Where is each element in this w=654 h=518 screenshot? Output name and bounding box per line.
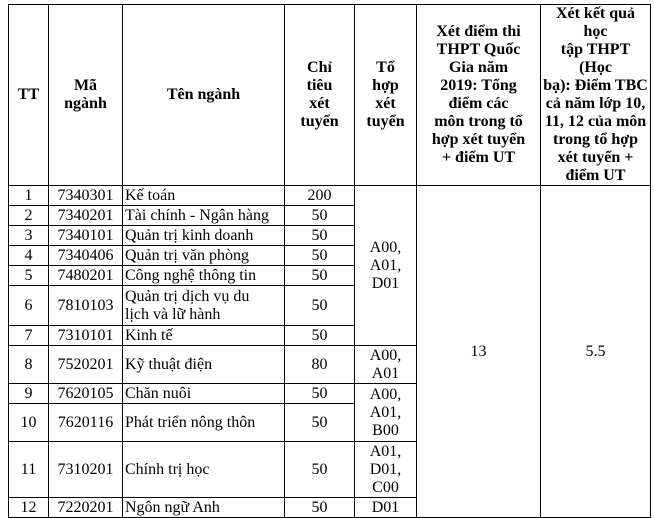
cell-quota: 50 (285, 442, 355, 498)
cell-quota: 50 (285, 384, 355, 404)
cell-code: 7340201 (49, 206, 123, 226)
cell-tt: 1 (9, 186, 49, 206)
cell-tt: 2 (9, 206, 49, 226)
cell-code: 7220201 (49, 498, 123, 518)
header-ten-nganh: Tên ngành (123, 5, 285, 186)
combo-group-5: D01 (355, 498, 417, 518)
cell-code: 7340406 (49, 246, 123, 266)
cell-quota: 50 (285, 498, 355, 518)
cell-tt: 10 (9, 404, 49, 442)
combo-group-3: A00, A01, B00 (355, 384, 417, 442)
cell-code: 7480201 (49, 266, 123, 286)
header-ma-nganh: Mã ngành (49, 5, 123, 186)
cell-quota: 50 (285, 404, 355, 442)
cell-name: Chính trị học (123, 442, 285, 498)
cell-name: Quản trị dịch vụ du lịch và lữ hành (123, 286, 285, 326)
header-thpt-qg: Xét điểm thi THPT Quốc Gia năm 2019: Tổng điểm các môn trong tổ hợp xét tuyển + điểm UT (417, 5, 541, 186)
cell-tt: 11 (9, 442, 49, 498)
cell-name: Kinh tế (123, 326, 285, 346)
thpt-score: 13 (417, 186, 541, 518)
cell-quota: 50 (285, 226, 355, 246)
cell-quota: 50 (285, 266, 355, 286)
cell-name: Quản trị văn phòng (123, 246, 285, 266)
cell-tt: 9 (9, 384, 49, 404)
cell-code: 7340301 (49, 186, 123, 206)
cell-quota: 50 (285, 286, 355, 326)
cell-code: 7620105 (49, 384, 123, 404)
header-row (9, 5, 651, 186)
header-to-hop: Tổ hợp xét tuyển (355, 5, 417, 186)
combo-group-2: A00, A01 (355, 346, 417, 384)
cell-name: Kỹ thuật điện (123, 346, 285, 384)
cell-name: Chăn nuôi (123, 384, 285, 404)
header-tt: TT (9, 5, 49, 186)
cell-tt: 3 (9, 226, 49, 246)
cell-tt: 4 (9, 246, 49, 266)
cell-tt: 6 (9, 286, 49, 326)
cell-name: Phát triển nông thôn (123, 404, 285, 442)
cell-name: Quản trị kinh doanh (123, 226, 285, 246)
cell-quota: 200 (285, 186, 355, 206)
cell-code: 7310201 (49, 442, 123, 498)
cell-tt: 8 (9, 346, 49, 384)
combo-group-4: A01, D01, C00 (355, 442, 417, 498)
cell-code: 7340101 (49, 226, 123, 246)
header-chi-tieu: Chỉ tiêu xét tuyển (285, 5, 355, 186)
table-row (9, 186, 651, 206)
cell-quota: 50 (285, 246, 355, 266)
cell-quota: 50 (285, 206, 355, 226)
cell-tt: 7 (9, 326, 49, 346)
combo-group-1: A00, A01, D01 (355, 186, 417, 346)
cell-code: 7310101 (49, 326, 123, 346)
cell-tt: 12 (9, 498, 49, 518)
cell-name: Ngôn ngữ Anh (123, 498, 285, 518)
cell-quota: 80 (285, 346, 355, 384)
cell-name: Kế toán (123, 186, 285, 206)
cell-code: 7620116 (49, 404, 123, 442)
admission-table (8, 4, 651, 518)
cell-code: 7810103 (49, 286, 123, 326)
cell-tt: 5 (9, 266, 49, 286)
hoc-ba-score: 5.5 (541, 186, 651, 518)
cell-name: Tài chính - Ngân hàng (123, 206, 285, 226)
cell-quota: 50 (285, 326, 355, 346)
cell-name: Công nghệ thông tin (123, 266, 285, 286)
cell-code: 7520201 (49, 346, 123, 384)
header-hoc-ba: Xét kết quả học tập THPT (Học bạ): Điểm TBC cả năm lớp 10, 11, 12 của môn trong tổ hợp xét tuyển + điểm UT (541, 5, 651, 186)
